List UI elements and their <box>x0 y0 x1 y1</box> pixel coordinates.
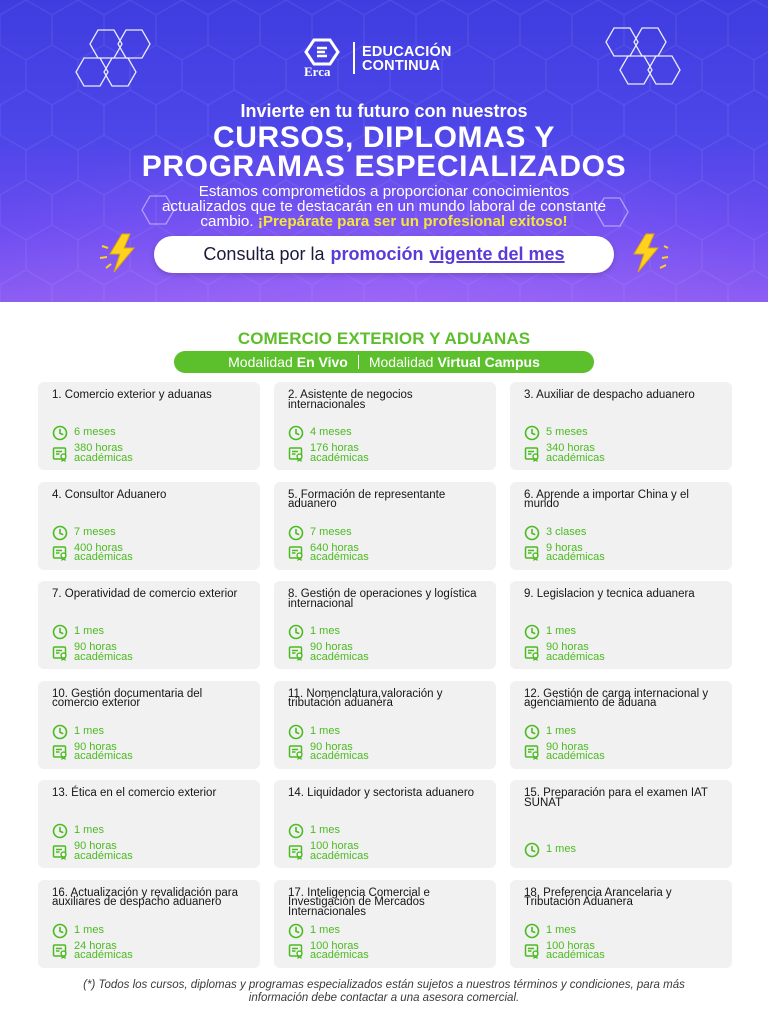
course-duration <box>52 425 116 441</box>
course-duration <box>524 525 586 541</box>
course-card[interactable] <box>38 681 260 769</box>
duration-text: 6 meses <box>74 426 116 439</box>
clock-icon <box>288 425 304 441</box>
duration-text: 7 meses <box>74 525 116 538</box>
course-name: 1. Comercio exterior y aduanas <box>52 389 212 401</box>
modality-1-label: Modalidad <box>228 354 293 370</box>
course-duration <box>52 724 104 740</box>
lightning-right-icon <box>616 232 670 276</box>
hero-kicker: Invierte en tu futuro con nuestros <box>240 101 528 121</box>
course-hours <box>524 939 626 961</box>
clock-icon <box>524 425 540 441</box>
course-card[interactable] <box>510 482 732 570</box>
duration-text: 1 mes <box>74 625 104 638</box>
duration-text: 1 mes <box>74 824 104 837</box>
certificate-icon <box>52 943 68 959</box>
modality-2-value: Virtual Campus <box>437 354 540 370</box>
course-duration <box>288 525 352 541</box>
clock-icon <box>524 724 540 740</box>
certificate-icon <box>524 645 540 661</box>
course-name: 12. Gestión de carga internacional y agenciamiento de aduana <box>524 687 709 709</box>
hours-text: 340 horas académicas <box>546 442 605 464</box>
course-name: 3. Auxiliar de despacho aduanero <box>524 389 695 401</box>
hours-text: 176 horas académicas <box>310 442 369 464</box>
clock-icon <box>52 823 68 839</box>
course-name: 15. Preparación para el examen IAT SUNAT <box>524 787 708 809</box>
hours-text: 100 horas académicas <box>546 939 605 961</box>
hours-text: 640 horas académicas <box>310 541 369 563</box>
duration-text: 1 mes <box>546 724 576 737</box>
course-name: 14. Liquidador y sectorista aduanero <box>288 787 475 799</box>
course-name: 17. Inteligencia Comercial e Investigación de Mercados Internacionales <box>288 886 430 918</box>
duration-text: 1 mes <box>74 923 104 936</box>
course-duration <box>524 624 576 640</box>
modality-bar <box>174 351 594 373</box>
hours-text: 90 horas académicas <box>546 740 605 762</box>
clock-icon <box>524 842 540 858</box>
certificate-icon <box>52 844 68 860</box>
course-card[interactable] <box>38 780 260 868</box>
hours-text: 90 horas académicas <box>74 641 133 663</box>
duration-text: 1 mes <box>546 843 576 856</box>
course-hours <box>52 444 154 463</box>
course-hours <box>524 444 626 463</box>
clock-icon <box>52 923 68 939</box>
course-duration <box>524 923 576 939</box>
course-card[interactable] <box>38 880 260 968</box>
clock-icon <box>52 724 68 740</box>
course-name: 10. Gestión documentaria del comercio exterior <box>52 687 203 709</box>
duration-text: 7 meses <box>310 525 352 538</box>
logo-line1: EDUCACIÓN <box>362 44 452 60</box>
certificate-icon <box>288 645 304 661</box>
course-duration <box>52 624 104 640</box>
certificate-icon <box>52 545 68 561</box>
clock-icon <box>524 525 540 541</box>
course-card[interactable] <box>38 382 260 470</box>
course-card[interactable] <box>274 581 496 669</box>
certificate-icon <box>288 943 304 959</box>
modality-1-value: En Vivo <box>296 354 348 370</box>
course-card[interactable] <box>38 581 260 669</box>
certificate-icon <box>52 744 68 760</box>
certificate-icon <box>288 545 304 561</box>
hero-banner <box>0 0 768 302</box>
course-hours <box>288 541 390 563</box>
modality-2-label: Modalidad <box>368 354 434 370</box>
clock-icon <box>524 923 540 939</box>
course-name: 4. Consultor Aduanero <box>52 488 167 501</box>
duration-text: 3 clases <box>546 525 587 538</box>
certificate-icon <box>288 844 304 860</box>
course-card[interactable] <box>274 780 496 868</box>
hours-text: 9 horas académicas <box>546 541 605 563</box>
course-name: 7. Operatividad de comercio exterior <box>52 588 238 600</box>
certificate-icon <box>52 645 68 661</box>
hours-text: 400 horas académicas <box>74 541 133 563</box>
duration-text: 5 meses <box>546 426 588 439</box>
certificate-icon <box>288 446 304 462</box>
course-card[interactable] <box>510 780 732 868</box>
duration-text: 1 mes <box>74 724 104 737</box>
course-duration <box>288 823 340 839</box>
certificate-icon <box>524 545 540 561</box>
course-hours <box>288 444 390 463</box>
desc-line3 <box>90 214 678 229</box>
footnote: (*) Todos los cursos, diplomas y programas especializados están sujetos a nuestros términos y condiciones, para más información debe contactar a una asesora comercial. <box>83 979 685 1004</box>
logo-wordmark: Erca <box>304 64 331 79</box>
hero-description <box>90 184 678 229</box>
course-name: 9. Legislacion y tecnica aduanera <box>524 588 695 600</box>
duration-text: 4 meses <box>310 426 352 439</box>
section-title: COMERCIO EXTERIOR Y ADUANAS <box>237 329 531 348</box>
course-duration <box>288 724 340 740</box>
course-duration <box>52 923 104 939</box>
course-card[interactable] <box>274 681 496 769</box>
duration-text: 1 mes <box>546 625 576 638</box>
hours-text: 100 horas académicas <box>310 939 369 961</box>
course-hours <box>524 541 626 563</box>
hours-text: 90 horas académicas <box>74 740 133 762</box>
course-duration <box>52 823 104 839</box>
erca-logo <box>300 38 480 80</box>
course-hours <box>52 541 154 563</box>
hours-text: 90 horas académicas <box>310 740 369 762</box>
desc-highlight: ¡Prepárate para ser un profesional exitoso! <box>257 213 568 230</box>
logo-divider <box>353 42 355 74</box>
course-hours <box>52 939 154 961</box>
hours-text: 90 horas académicas <box>74 840 133 862</box>
course-hours <box>524 643 626 662</box>
course-card[interactable] <box>274 382 496 470</box>
course-card[interactable] <box>38 482 260 570</box>
clock-icon <box>52 425 68 441</box>
hours-text: 24 horas académicas <box>74 939 133 961</box>
duration-text: 1 mes <box>310 625 340 638</box>
course-card[interactable] <box>274 482 496 570</box>
hero-title-line2: PROGRAMAS ESPECIALIZADOS <box>141 150 627 183</box>
certificate-icon <box>288 744 304 760</box>
course-name: 16. Actualización y revalidación para auxiliares de despacho aduanero <box>52 886 239 908</box>
promo-highlight-1: promoción <box>330 244 424 264</box>
course-hours <box>52 842 154 861</box>
course-hours <box>288 842 390 861</box>
modality-divider <box>358 355 359 369</box>
clock-icon <box>288 724 304 740</box>
hours-text: 380 horas académicas <box>74 442 133 464</box>
course-duration <box>288 923 340 939</box>
course-duration <box>524 724 576 740</box>
course-card[interactable] <box>274 880 496 968</box>
promo-highlight-2: vigente del mes <box>429 244 565 264</box>
desc-line2: actualizados que te destacarán en un mundo laboral de constante <box>161 198 607 215</box>
hours-text: 90 horas académicas <box>310 641 369 663</box>
duration-text: 1 mes <box>310 824 340 837</box>
duration-text: 1 mes <box>310 724 340 737</box>
promo-prefix: Consulta por la <box>203 244 325 264</box>
course-card[interactable] <box>510 382 732 470</box>
course-name: 5. Formación de representante aduanero <box>288 488 446 510</box>
desc-line1: Estamos comprometidos a proporcionar conocimientos <box>198 183 570 200</box>
logo-line2: CONTINUA <box>362 58 441 74</box>
course-hours <box>288 643 390 662</box>
hours-text: 100 horas académicas <box>310 840 369 862</box>
course-card[interactable] <box>510 880 732 968</box>
certificate-icon <box>524 446 540 462</box>
clock-icon <box>288 525 304 541</box>
lightning-left-icon <box>98 232 152 276</box>
clock-icon <box>288 624 304 640</box>
certificate-icon <box>52 446 68 462</box>
course-name: 11. Nomenclatura,valoración y tributación aduanera <box>288 687 443 709</box>
course-hours <box>52 643 154 662</box>
course-card[interactable] <box>510 681 732 769</box>
promo-button[interactable] <box>154 236 614 273</box>
course-name: 2. Asistente de negocios internacionales <box>288 389 413 411</box>
duration-text: 1 mes <box>310 923 340 936</box>
course-duration <box>288 624 340 640</box>
course-hours <box>288 939 390 961</box>
certificate-icon <box>524 943 540 959</box>
course-name: 18. Preferencia Arancelaria y Tributación Aduanera <box>524 886 672 908</box>
course-hours <box>524 740 626 762</box>
course-hours <box>52 740 154 762</box>
course-name: 6. Aprende a importar China y el mundo <box>524 488 689 510</box>
certificate-icon <box>524 744 540 760</box>
clock-icon <box>288 823 304 839</box>
clock-icon <box>52 525 68 541</box>
desc-line3-plain: cambio. <box>200 213 254 230</box>
course-name: 13. Ética en el comercio exterior <box>52 787 217 799</box>
course-duration <box>524 425 588 441</box>
clock-icon <box>524 624 540 640</box>
course-duration <box>52 525 116 541</box>
hero-title-line1: CURSOS, DIPLOMAS Y <box>213 121 555 154</box>
course-name: 8. Gestión de operaciones y logística internacional <box>288 588 477 610</box>
course-duration <box>524 842 576 858</box>
course-hours <box>288 740 390 762</box>
clock-icon <box>52 624 68 640</box>
course-duration <box>288 425 352 441</box>
hours-text: 90 horas académicas <box>546 641 605 663</box>
course-card[interactable] <box>510 581 732 669</box>
duration-text: 1 mes <box>546 923 576 936</box>
clock-icon <box>288 923 304 939</box>
